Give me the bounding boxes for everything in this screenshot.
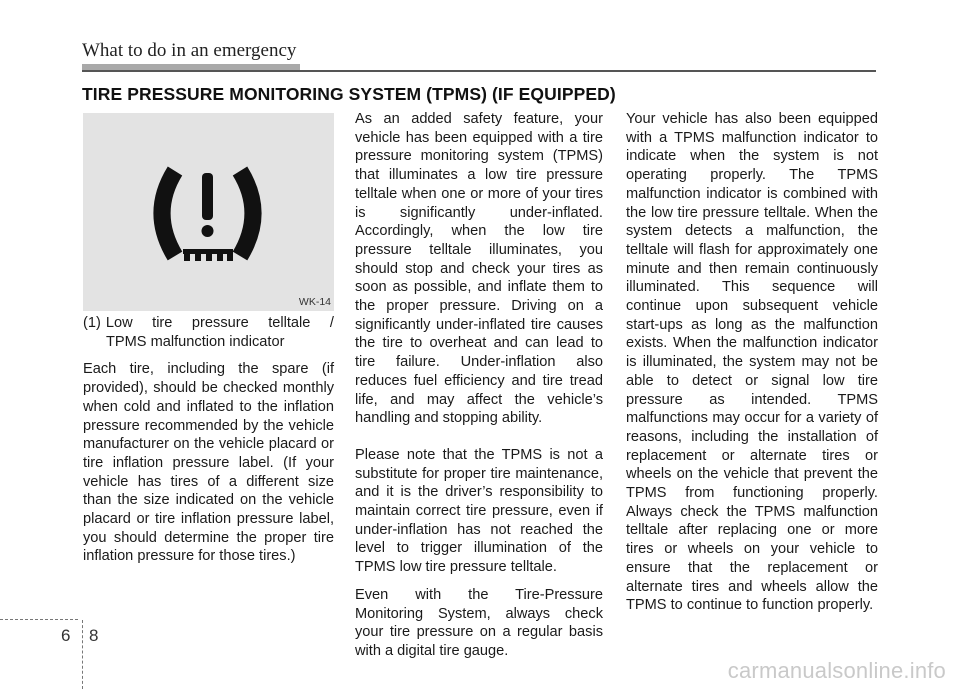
- caption-line-2: TPMS malfunction indicator: [106, 333, 285, 350]
- page-number-divider: [82, 620, 83, 689]
- figure-code: WK-14: [298, 296, 331, 308]
- paragraph: As an added safety feature, your vehicle has been equipped with a tire pressure monitoring system (TPMS) that illuminates a low tire pressure telltale when one or more of your tires is significantly under-inflated. Accordingly, when the low tire pressure telltale illuminates, you should stop and check your tires as soon as possible, and inflate them to the proper pressure. Driving on a significantly under-inflated tire causes the tire to overheat and can lead to tire failure. Under-inflation also reduces fuel efficiency and tire tread life, and may affect the vehicle’s handling and stopping ability.: [355, 111, 603, 427]
- footer-rule: [0, 619, 78, 620]
- header-rule: [82, 70, 876, 72]
- column-2: [355, 110, 603, 661]
- chapter-number: 6: [61, 626, 71, 645]
- page-number: 8: [89, 626, 99, 645]
- column-1: [83, 314, 334, 566]
- paragraph: Please note that the TPMS is not a substitute for proper tire maintenance, and it is the driver’s responsibility to maintain correct tire pressure, even if under-inflation has not reached the level to trigger illumination of the TPMS low tire pressure telltale.: [355, 446, 603, 576]
- paragraph: Your vehicle has also been equipped with a TPMS malfunction indicator to indicate when the system is not operating properly. The TPMS malfunction indicator is combined with the low tire pressure telltale. When the system detects a malfunction, the telltale will flash for approximately one minute and then remain continuously illuminated. This sequence will continue upon subsequent vehicle start-ups as long as the malfunction exists. When the malfunction indicator is illuminated, the system may not be able to detect or signal low tire pressure as intended. TPMS malfunctions may occur for a variety of reasons, including the installation of replacement or alternate tires or wheels on the vehicle that prevent the TPMS from functioning properly. Always check the TPMS malfunction telltale after replacing one or more tires or wheels on your vehicle to ensure that the replacement or alternate tires and wheels allow the TPMS to continue to function properly.: [626, 111, 878, 614]
- watermark: carmanualsonline.info: [727, 658, 946, 683]
- section-title: TIRE PRESSURE MONITORING SYSTEM (TPMS) (IF EQUIPPED): [82, 84, 616, 104]
- caption-line-1: Low tire pressure telltale /: [105, 315, 334, 331]
- column-3: [626, 110, 878, 615]
- figure-caption: [83, 314, 334, 333]
- tpms-figure: [83, 113, 334, 311]
- page-header-title: What to do in an emergency: [82, 40, 297, 61]
- paragraph: Even with the Tire-Pressure Monitoring System, always check your tire pressure on a regular basis with a digital tire gauge.: [355, 586, 603, 659]
- paragraph: Each tire, including the spare (if provided), should be checked monthly when cold and inflated to the inflation pressure recommended by the vehicle manufacturer on the vehicle placard or tire inflation pressure label. (If your vehicle has tires of a different size than the size indicated on the vehicle placard or tire inflation pressure label, you should determine the proper tire inflation pressure for those tires.): [83, 361, 334, 565]
- tpms-warning-icon: [83, 113, 334, 311]
- caption-number: (1): [83, 315, 101, 331]
